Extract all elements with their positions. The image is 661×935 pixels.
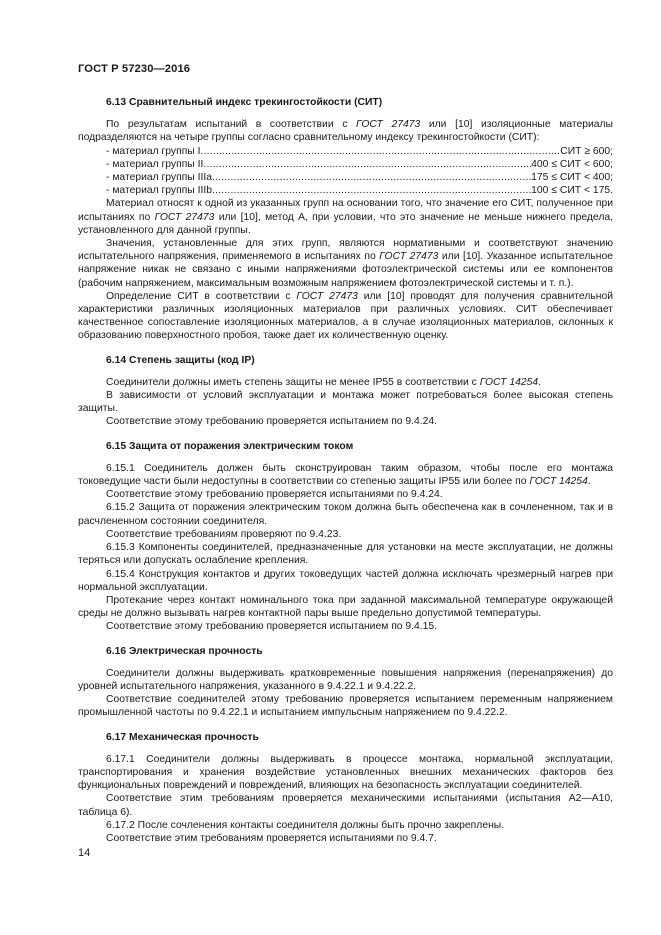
paragraph: Соответствие этому требованию проверяется испытаниями по 9.4.24. [106,489,443,501]
document-header: ГОСТ Р 57230—2016 [78,63,191,75]
list-item: - материал группы IIIa ..... 175 ≤ СИТ < 400; [78,171,613,184]
section-heading-6-13: 6.13 Сравнительный индекс трекингостойкости (СИТ) [106,97,383,108]
paragraph: Соответствие этому требованию проверяется испытанием по 9.4.24. [106,416,438,428]
standard-reference: ГОСТ 14254 [479,376,539,388]
paragraph: 6.17.2 После сочленения контакты соединителя должны быть прочно закреплены. [106,819,505,831]
section-heading-6-17: 6.17 Механическая прочность [106,731,259,743]
list-item: - материал группы IIIb ..... 100 ≤ СИТ < 175. [78,184,613,197]
standard-reference: ГОСТ 27473 [296,290,358,302]
section-heading-6-15: 6.15 Защита от поражения электрическим током [106,440,354,452]
standard-reference: ГОСТ 14254 [529,476,588,488]
paragraph: 6.15.4 Конструкция контактов и других токоведущих частей должна исключать чрезмерный нагрев при нормальной эксплуатации. [78,568,613,593]
paragraph: Материал относят к одной из указанных групп на основании того, что значение его СИТ, полученное при испытаниях по ГОСТ 27473 или [10], метод А, при условии, что это значение не меньше нижнего предела, установленного для данной группы. [78,198,613,236]
paragraph: В зависимости от условий эксплуатации и монтажа может потребоваться более высокая степень защиты. [78,390,613,415]
list-item: - материал группы II ..... 400 ≤ СИТ < 600; [78,158,613,171]
paragraph: Протекание через контакт номинального тока при заданной максимальной температуре окружающей среды не должно вызывать нагрев контактной пары выше предельно допустимой температуры. [78,594,613,620]
page-number: 14 [78,847,91,859]
paragraph: Соответствие соединителей этому требованию проверяется испытанием переменным напряжением промышленной частоты по 9.4.22.1 и испытанием импульсным напряжением по 9.4.22.2. [78,694,613,719]
standard-reference: ГОСТ 27473 [154,211,215,223]
standard-reference: ГОСТ 27473 [379,251,439,263]
paragraph: Соответствие этому требованию проверяется испытанием по 9.4.15. [106,621,438,633]
paragraph: 6.15.2 Защита от поражения электрическим током должна быть обеспечена как в сочлененном, так и в расчлененном состоянии соединителя. [78,502,613,527]
list-item: - материал группы I ..... СИТ ≥ 600; [78,145,613,158]
section-heading-6-16: 6.16 Электрическая прочность [106,645,263,657]
paragraph: Значения, установленные для этих групп, являются нормативными и соответствуют значению испытательного напряжения, применяемого в испытаниях по ГОСТ 27473 или [10]. Указанное испытательное напряжение никак не связано с иными напряжениями фотоэлектрической системы или ее компонентов (рабочим напряжением, максимальным возможным напряжением фотоэлектрической системы и т. п.). [78,238,613,289]
paragraph: Соответствие требованиям проверяют по 9.4.23. [106,528,342,540]
standard-reference: ГОСТ 27473 [356,119,421,131]
paragraph: Соединители должны иметь степень защиты не менее IP55 в соответствии с ГОСТ 14254. [106,376,542,388]
document-body [78,96,613,845]
paragraph: 6.15.1 Соединитель должен быть сконструирован таким образом, чтобы после его монтажа токоведущие части были недоступны в соответствии со степенью защиты IP55 или более по ГОСТ 14254. [78,462,613,488]
paragraph: Соответствие этим требованиям проверяется испытаниями по 9.4.7. [106,832,437,844]
paragraph: Соединители должны выдерживать кратковременные повышения напряжения (перенапряжения) до уровней испытательного напряжения, указанного в 9.4.22.1 и 9.4.22.2. [78,667,613,692]
paragraph: 6.17.1 Соединители должны выдерживать в процессе монтажа, нормальной эксплуатации, транспортирования и хранения воздействие установленных внешних механических факторов без функциональных повреждений и повреждений, влияющих на безопасность эксплуатации соединителей. [78,753,613,792]
paragraph: 6.15.3 Компоненты соединителей, предназначенные для установки на месте эксплуатации, не должны теряться или допускать ослабление крепления. [78,542,613,567]
paragraph: Определение СИТ в соответствии с ГОСТ 27473 или [10] проводят для получения сравнительной характеристики различных изоляционных материалов при различных условиях. СИТ обеспечивает качественное сопоставление изоляционных материалов, а в случае изоляционных материалов, склонных к образованию поверхностного пробоя, также дает их количественную оценку. [78,290,613,342]
section-heading-6-14: 6.14 Степень защиты (код IP) [106,354,255,366]
paragraph: По результатам испытаний в соответствии с ГОСТ 27473 или [10] изоляционные материалы подразделяются на четыре группы согласно сравнительному индексу трекингостойкости (СИТ): [78,119,613,144]
paragraph: Соответствие этим требованиям проверяется механическими испытаниями (испытания А2—А10, таблица 6). [78,793,613,818]
